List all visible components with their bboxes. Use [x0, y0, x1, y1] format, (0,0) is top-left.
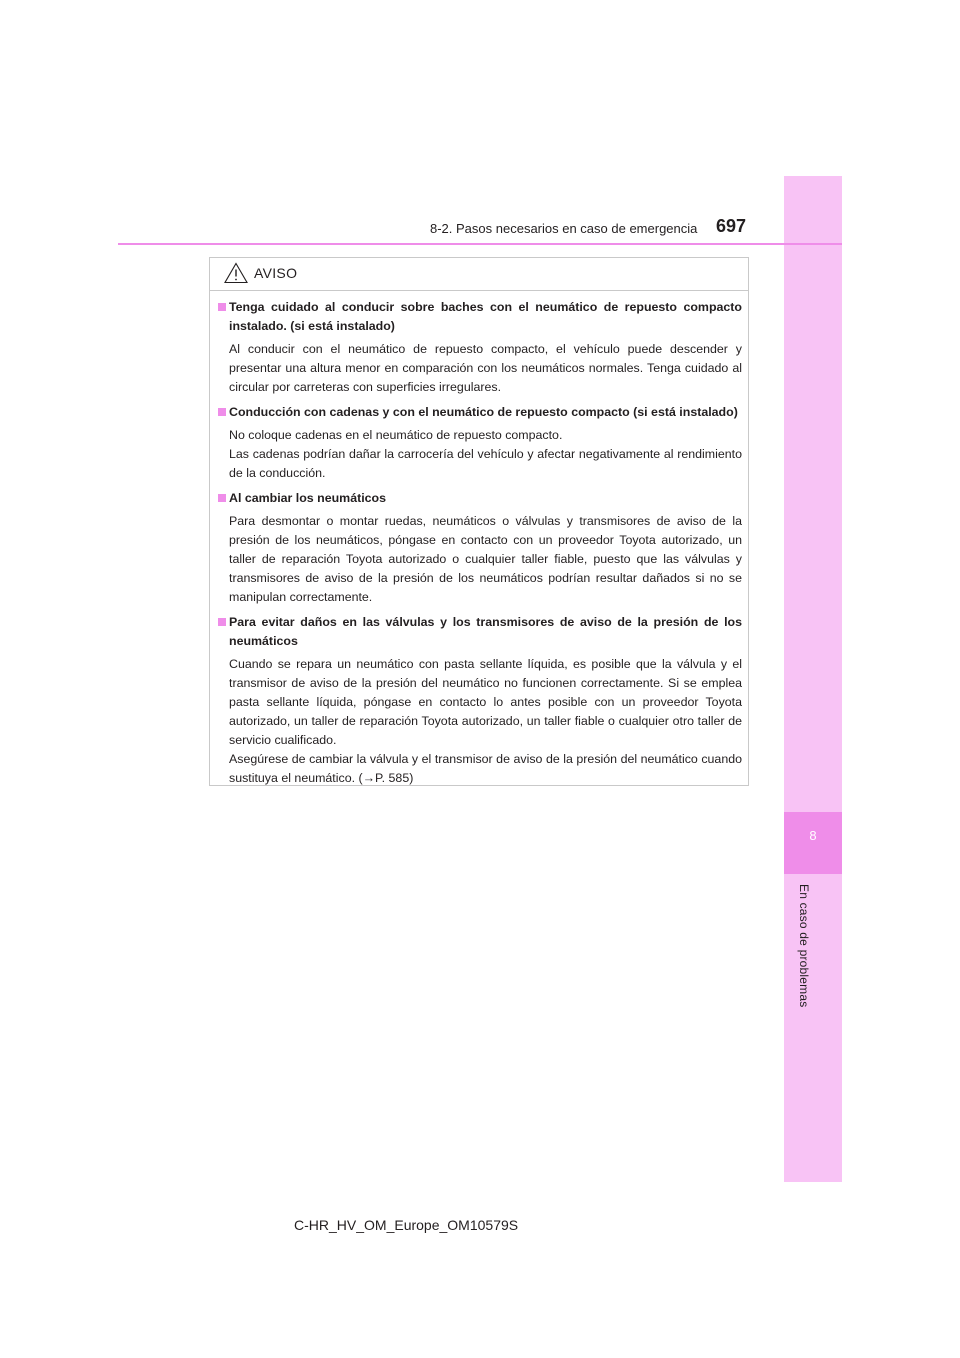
- warning-item: [218, 613, 742, 788]
- square-bullet-icon: [218, 303, 226, 311]
- warning-item: [218, 298, 742, 397]
- chapter-side-tab: [784, 176, 842, 1182]
- warning-item-text: [218, 655, 742, 788]
- warning-item-title: [218, 489, 742, 508]
- page-number: 697: [716, 216, 747, 236]
- warning-item: [218, 403, 742, 483]
- warning-item-text: Al conducir con el neumático de repuesto compacto, el vehículo puede descender y presentar una altura menor en comparación con los neumáticos normales. Tenga cuidado al circular por carreteras con superficies irregulares.: [229, 342, 742, 394]
- warning-item-title-text: Tenga cuidado al conducir sobre baches con el neumático de repuesto compacto instalado. (si está instalado): [229, 300, 742, 333]
- warning-item-title: [218, 403, 742, 422]
- header-rule: [118, 243, 842, 245]
- warning-item-paragraph: Las cadenas podrían dañar la carrocería del vehículo y afectar negativamente al rendimiento de la conducción.: [229, 447, 742, 480]
- square-bullet-icon: [218, 408, 226, 416]
- warning-item-text: [218, 426, 742, 483]
- warning-item-text: Para desmontar o montar ruedas, neumáticos o válvulas y transmisores de aviso de la presión de los neumáticos, póngase en contacto con un proveedor Toyota autorizado, un taller de reparación Toyota autorizado o cualquier taller fiable, puesto que las válvulas y transmisores de aviso de la presión de los neumáticos podrían resultar dañados si no se manipulan correctamente.: [229, 514, 742, 604]
- document-code: C-HR_HV_OM_Europe_OM10579S: [294, 1217, 519, 1233]
- square-bullet-icon: [218, 494, 226, 502]
- warning-item-title-text: Para evitar daños en las válvulas y los transmisores de aviso de la presión de los neumáticos: [229, 615, 742, 648]
- warning-box: [209, 257, 749, 786]
- warning-triangle-icon: [224, 262, 248, 284]
- warning-item-title: [218, 613, 742, 651]
- warning-item-paragraph: Asegúrese de cambiar la válvula y el transmisor de aviso de la presión del neumático cuando sustituya el neumático. (→P. 585): [229, 752, 742, 785]
- warning-item: [218, 489, 742, 607]
- warning-item-paragraph: No coloque cadenas en el neumático de repuesto compacto.: [229, 428, 563, 442]
- square-bullet-icon: [218, 618, 226, 626]
- chapter-number: 8: [809, 828, 817, 843]
- warning-label: AVISO: [254, 265, 298, 281]
- warning-header: [210, 258, 748, 291]
- warning-body: [218, 298, 742, 794]
- section-heading: 8-2. Pasos necesarios en caso de emergencia: [430, 221, 698, 236]
- chapter-tab-highlight: [784, 812, 842, 874]
- warning-item-title: [218, 298, 742, 336]
- warning-item-title-text: Al cambiar los neumáticos: [229, 491, 387, 505]
- warning-item-paragraph: Cuando se repara un neumático con pasta sellante líquida, es posible que la válvula y el transmisor de aviso de la presión del neumático no funcionen correctamente. Si se emplea pasta sellante líquida, póngase en contacto lo antes posible con un proveedor Toyota autorizado, un taller de reparación Toyota autorizado, un taller fiable o cualquier otro taller de servicio cualificado.: [229, 657, 742, 747]
- chapter-title: En caso de problemas: [797, 884, 811, 1008]
- warning-item-title-text: Conducción con cadenas y con el neumático de repuesto compacto (si está instalado): [229, 405, 738, 419]
